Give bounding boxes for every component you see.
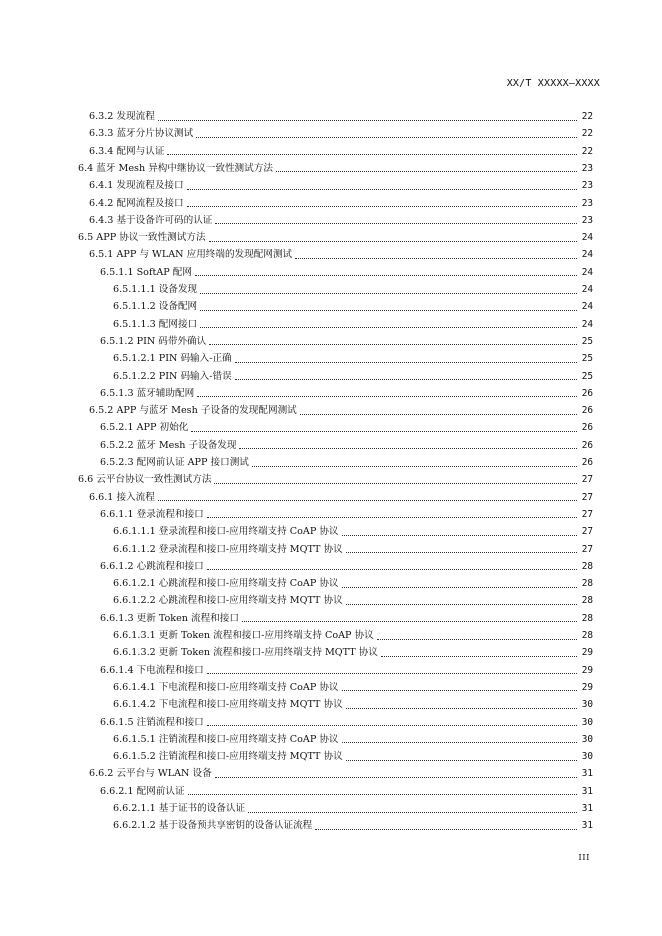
toc-entry[interactable] [0,108,662,125]
toc-entry-title: 6.6.1.2 心跳流程和接口 [100,560,204,572]
toc-entry-title: 6.3.2 发现流程 [89,111,155,122]
toc-dot-leader [295,257,577,259]
toc-entry[interactable] [0,281,662,298]
toc-dot-leader [248,811,577,813]
toc-entry-page: 30 [581,716,593,728]
toc-entry-title: 6.5.1.3 蓝牙辅助配网 [100,387,195,399]
toc-entry-page: 22 [581,145,593,157]
toc-entry-page: 30 [581,733,593,745]
toc-dot-leader [197,395,577,397]
toc-entry-title: 6.6.1.2.2 心跳流程和接口-应用终端支持 MQTT 协议 [113,595,343,607]
toc-dot-leader [209,240,577,242]
toc-entry-page: 23 [581,214,593,226]
toc-entry-page: 27 [581,543,593,555]
toc-entry-title: 6.5.1.2.1 PIN 码输入-正确 [113,353,232,365]
toc-entry[interactable] [0,783,662,800]
toc-entry-title: 6.5.1.1.3 配网接口 [113,318,198,330]
toc-entry-page: 26 [581,457,593,468]
toc-entry-title: 6.6.1 接入流程 [89,491,155,503]
toc-entry-page: 26 [581,439,593,451]
toc-entry-page: 26 [581,422,593,434]
toc-entry[interactable] [0,125,662,142]
toc-entry-title: 6.6 云平台协议一致性测试方法 [78,474,212,486]
toc-dot-leader [377,638,577,640]
toc-dot-leader [342,534,577,536]
toc-entry-title: 6.6.1.3.2 更新 Token 流程和接口-应用终端支持 MQTT 协议 [113,647,378,659]
toc-entry-title: 6.6.2.1 配网前认证 [100,785,185,797]
toc-entry-page: 29 [581,681,593,693]
toc-dot-leader [342,741,577,743]
toc-entry-title: 6.6.1.1 登录流程和接口 [100,508,204,520]
toc-dot-leader [196,136,577,138]
toc-dot-leader [300,413,577,415]
toc-entry-title: 6.6.1.4 下电流程和接口 [100,664,204,676]
standard-code-header: XX/T XXXXX—XXXX [506,78,600,89]
toc-entry-page: 23 [581,162,593,174]
toc-entry-page: 26 [581,387,593,399]
toc-entry-page: 27 [581,508,593,520]
toc-dot-leader [215,222,577,224]
toc-entry-page: 28 [581,578,593,590]
toc-entry-title: 6.4.1 发现流程及接口 [89,180,184,192]
toc-entry-page: 29 [581,647,593,659]
toc-entry[interactable] [0,368,662,385]
toc-entry[interactable] [0,212,662,229]
toc-entry-title: 6.5.2 APP 与蓝牙 Mesh 子设备的发现配网测试 [89,405,297,417]
toc-dot-leader [342,586,577,588]
toc-entry-title: 6.5.1.2.2 PIN 码输入-错误 [113,370,232,382]
toc-dot-leader [346,603,577,605]
toc-entry[interactable] [0,229,662,246]
toc-dot-leader [158,499,577,501]
toc-entry-title: 6.5 APP 协议一致性测试方法 [78,232,206,244]
toc-entry[interactable] [0,575,662,592]
toc-entry-title: 6.4.2 配网流程及接口 [89,197,184,209]
toc-entry-title: 6.6.1.4.1 下电流程和接口-应用终端支持 CoAP 协议 [113,681,339,693]
toc-entry-page: 29 [581,664,593,676]
toc-entry-title: 6.4 蓝牙 Mesh 异构中继协议一致性测试方法 [78,162,273,174]
toc-entry[interactable] [0,523,662,540]
toc-entry[interactable] [0,679,662,696]
toc-entry-page: 24 [581,318,593,330]
toc-entry-title: 6.5.2.2 蓝牙 Mesh 子设备发现 [100,439,237,451]
toc-dot-leader [207,672,577,674]
toc-entry[interactable] [0,298,662,315]
toc-entry-page: 31 [581,768,593,780]
toc-entry[interactable] [0,558,662,575]
toc-dot-leader [167,153,577,155]
toc-entry[interactable] [0,714,662,731]
toc-entry-page: 30 [581,699,593,711]
toc-entry-title: 6.3.4 配网与认证 [89,145,165,157]
toc-entry[interactable] [0,644,662,661]
toc-entry-title: 6.5.2.1 APP 初始化 [100,422,189,434]
toc-entry-title: 6.6.1.3.1 更新 Token 流程和接口-应用终端支持 CoAP 协议 [113,630,374,641]
toc-dot-leader [235,361,577,363]
toc-entry-page: 27 [581,491,593,503]
toc-dot-leader [195,274,577,276]
toc-entry-title: 6.6.1.5.2 注销流程和接口-应用终端支持 MQTT 协议 [113,751,343,763]
toc-entry-title: 6.6.2 云平台与 WLAN 设备 [89,768,212,780]
toc-entry-title: 6.6.1.4.2 下电流程和接口-应用终端支持 MQTT 协议 [113,699,343,711]
toc-entry-page: 28 [581,612,593,624]
toc-entry-title: 6.6.1.5.1 注销流程和接口-应用终端支持 CoAP 协议 [113,733,339,745]
toc-dot-leader [242,620,577,622]
toc-entry-title: 6.6.1.1.1 登录流程和接口-应用终端支持 CoAP 协议 [113,526,339,538]
toc-entry-page: 31 [581,803,593,814]
toc-entry-page: 24 [581,301,593,313]
toc-entry[interactable] [0,454,662,471]
toc-dot-leader [346,551,577,553]
toc-entry-page: 24 [581,266,593,278]
toc-entry[interactable] [0,264,662,281]
toc-entry-title: 6.6.2.1.2 基于设备预共享密钥的设备认证流程 [113,820,313,832]
toc-entry-page: 24 [581,284,593,295]
toc-entry[interactable] [0,506,662,523]
toc-entry[interactable] [0,471,662,488]
toc-entry-page: 23 [581,197,593,209]
toc-entry-page: 23 [581,180,593,192]
toc-dot-leader [207,724,577,726]
toc-entry-title: 6.5.1.1.2 设备配网 [113,301,198,313]
toc-dot-leader [200,326,577,328]
toc-entry-title: 6.6.1.5 注销流程和接口 [100,716,204,728]
toc-entry[interactable] [0,350,662,367]
toc-entry-title: 6.5.1.2 PIN 码带外确认 [100,335,207,347]
toc-entry[interactable] [0,316,662,333]
toc-dot-leader [215,776,577,778]
toc-entry[interactable] [0,419,662,436]
toc-dot-leader [276,170,577,172]
toc-dot-leader [342,689,577,691]
toc-entry[interactable] [0,246,662,263]
toc-entry[interactable] [0,696,662,713]
toc-entry[interactable] [0,195,662,212]
toc-dot-leader [315,828,577,830]
toc-dot-leader [209,343,577,345]
toc-entry[interactable] [0,402,662,419]
toc-entry-page: 28 [581,560,593,572]
toc-entry-page: 22 [581,128,593,140]
toc-entry-page: 31 [581,785,593,797]
toc-entry-page: 24 [581,249,593,261]
toc-dot-leader [200,292,577,294]
toc-entry[interactable] [0,541,662,558]
toc-entry-title: 6.6.1.2.1 心跳流程和接口-应用终端支持 CoAP 协议 [113,578,339,590]
toc-entry-page: 28 [581,595,593,607]
toc-entry-page: 24 [581,232,593,244]
toc-entry-title: 6.6.1.3 更新 Token 流程和接口 [100,612,239,624]
toc-dot-leader [346,707,577,709]
toc-dot-leader [214,482,577,484]
toc-entry[interactable] [0,177,662,194]
toc-entry-page: 31 [581,820,593,832]
toc-entry-page: 28 [581,630,593,641]
toc-entry[interactable] [0,765,662,782]
toc-entry[interactable] [0,437,662,454]
toc-entry-page: 25 [581,370,593,382]
toc-entry[interactable] [0,731,662,748]
toc-entry-title: 6.4.3 基于设备许可码的认证 [89,214,213,226]
toc-entry[interactable] [0,662,662,679]
toc-entry[interactable] [0,385,662,402]
toc-dot-leader [207,568,577,570]
toc-entry[interactable] [0,333,662,350]
toc-entry[interactable] [0,160,662,177]
toc-dot-leader [187,205,577,207]
toc-entry[interactable] [0,817,662,834]
toc-dot-leader [200,309,577,311]
toc-entry-page: 27 [581,526,593,538]
toc-dot-leader [381,655,577,657]
toc-entry[interactable] [0,489,662,506]
toc-entry-page: 30 [581,751,593,763]
toc-dot-leader [188,793,577,795]
toc-entry[interactable] [0,800,662,817]
toc-entry-title: 6.3.3 蓝牙分片协议测试 [89,128,194,140]
toc-entry[interactable] [0,143,662,160]
toc-entry[interactable] [0,610,662,627]
toc-dot-leader [191,430,577,432]
toc-dot-leader [207,516,577,518]
toc-entry-page: 25 [581,353,593,365]
toc-entry-page: 25 [581,335,593,347]
toc-entry[interactable] [0,748,662,765]
page-number-footer: III [578,853,590,863]
toc-entry-title: 6.5.1.1 SoftAP 配网 [100,266,192,278]
toc-entry[interactable] [0,592,662,609]
toc-entry-title: 6.5.1 APP 与 WLAN 应用终端的发现配网测试 [89,249,293,261]
toc-entry-page: 22 [581,111,593,122]
toc-entry-page: 27 [581,474,593,486]
toc-dot-leader [158,119,577,121]
toc-entry-title: 6.6.2.1.1 基于证书的设备认证 [113,803,246,814]
toc-entry-title: 6.5.2.3 配网前认证 APP 接口测试 [100,457,249,468]
toc-entry[interactable] [0,627,662,644]
toc-entry-title: 6.5.1.1.1 设备发现 [113,284,198,295]
toc-dot-leader [346,759,577,761]
toc-entry-title: 6.6.1.1.2 登录流程和接口-应用终端支持 MQTT 协议 [113,543,343,555]
toc-dot-leader [239,447,577,449]
toc-dot-leader [187,188,577,190]
toc-dot-leader [235,378,577,380]
toc-entry-page: 26 [581,405,593,417]
toc-dot-leader [252,465,577,467]
